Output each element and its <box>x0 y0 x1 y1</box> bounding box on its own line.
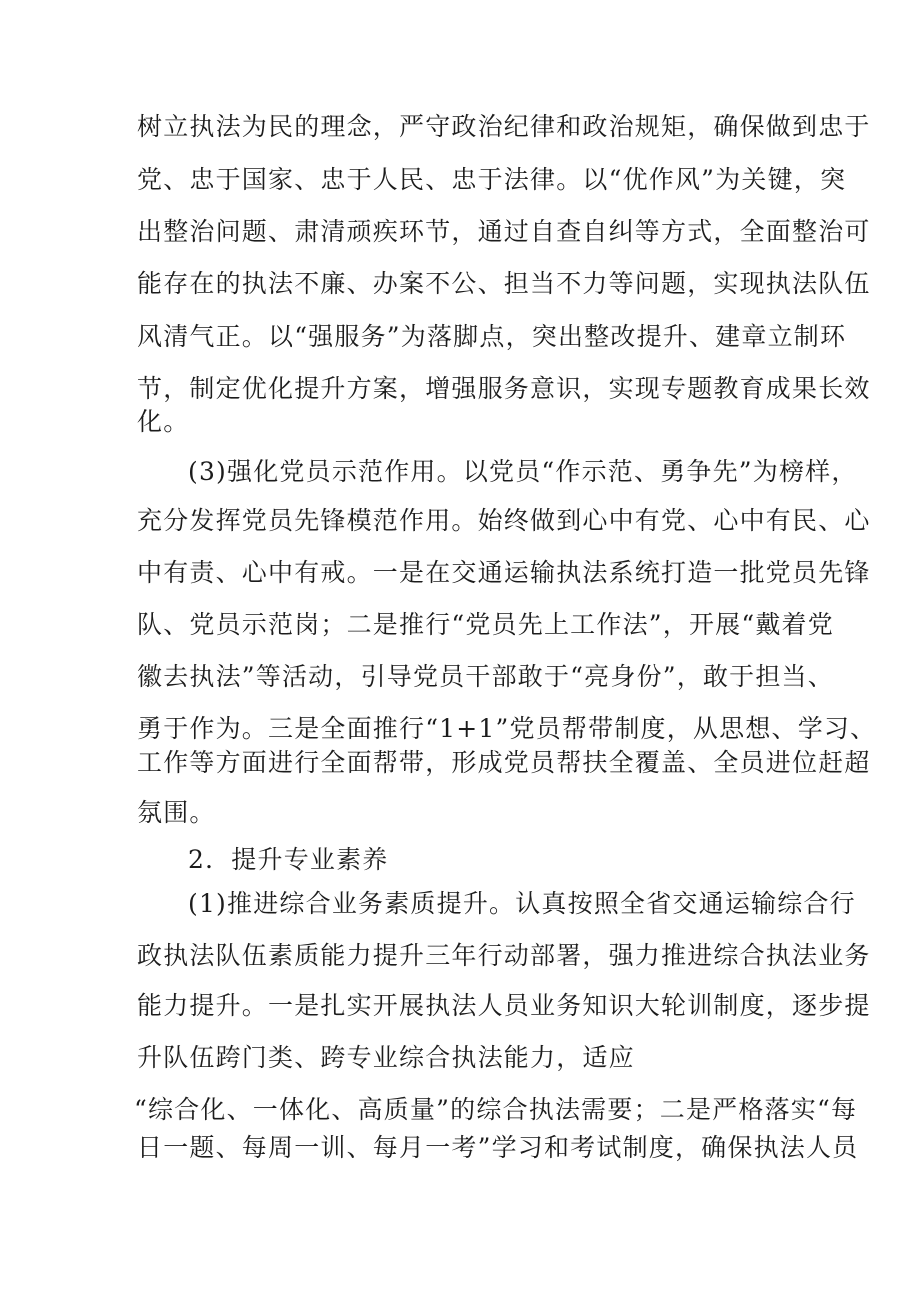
paragraph-line: (3)强化党员示范作用。以党员“作示范、勇争先”为榜样， <box>188 457 858 486</box>
paragraph-line: 党、忠于国家、忠于人民、忠于法律。以“优作风”为关键，突 <box>137 165 847 194</box>
paragraph-line: 日一题、每周一训、每月一考”学习和考试制度，确保执法人员 <box>137 1133 859 1162</box>
paragraph-line: 节，制定优化提升方案，增强服务意识，实现专题教育成果长效 <box>137 374 871 403</box>
paragraph-line: 能存在的执法不廉、办案不公、担当不力等问题，实现执法队伍 <box>137 269 871 298</box>
paragraph-line: 中有责、心中有戒。一是在交通运输执法系统打造一批党员先锋 <box>137 558 871 587</box>
paragraph-line: 队、党员示范岗；二是推行“党员先上工作法”，开展“戴着党 <box>137 610 834 639</box>
paragraph-line: 徽去执法”等活动，引导党员干部敢于“亮身份”，敢于担当、 <box>137 662 834 691</box>
paragraph-line: 政执法队伍素质能力提升三年行动部署，强力推进综合执法业务 <box>137 941 871 970</box>
paragraph-line: 风清气正。以“强服务”为落脚点，突出整改提升、建章立制环 <box>137 322 847 351</box>
paragraph-line: 充分发挥党员先锋模范作用。始终做到心中有党、心中有民、心 <box>137 506 871 535</box>
paragraph-line: 出整治问题、肃清顽疾环节，通过自查自纠等方式，全面整治可 <box>137 217 871 246</box>
paragraph-line: 工作等方面进行全面帮带，形成党员帮扶全覆盖、全员进位赶超 <box>137 748 871 777</box>
paragraph-line: 升队伍跨门类、跨专业综合执法能力，适应 <box>137 1043 635 1072</box>
paragraph-line: 氛围。 <box>137 798 216 827</box>
paragraph-line: 勇于作为。三是全面推行“1+1”党员帮带制度，从思想、学习、 <box>137 714 877 743</box>
paragraph-line: “综合化、一体化、高质量”的综合执法需要；二是严格落实“每 <box>134 1095 858 1124</box>
paragraph-line: (1)推进综合业务素质提升。认真按照全省交通运输综合行 <box>188 889 856 918</box>
section-heading: 2．提升专业素养 <box>188 845 389 874</box>
paragraph-line: 树立执法为民的理念，严守政治纪律和政治规矩，确保做到忠于 <box>137 112 871 141</box>
paragraph-line: 能力提升。一是扎实开展执法人员业务知识大轮训制度，逐步提 <box>137 991 871 1020</box>
paragraph-line: 化。 <box>137 407 190 436</box>
